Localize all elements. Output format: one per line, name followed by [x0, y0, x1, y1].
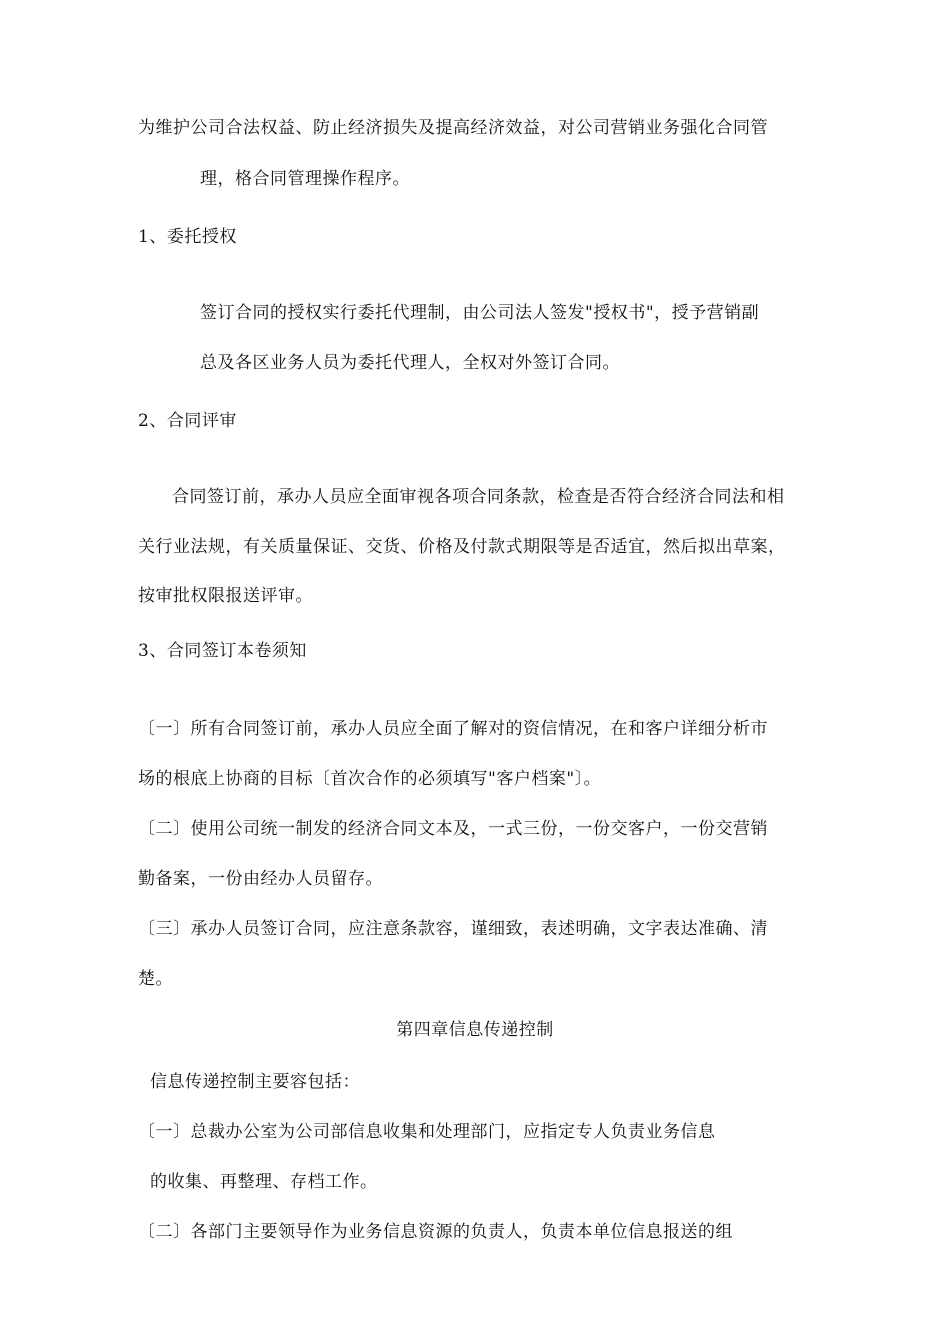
section2-line-1: 合同签订前，承办人员应全面审视各项合同条款，检查是否符合经济合同法和相 [172, 487, 785, 507]
section3-item2-line-1: 〔二〕使用公司统一制发的经济合同文本及，一式三份，一份交客户，一份交营销 [138, 819, 768, 839]
section-heading-3: 3、合同签订本卷须知 [138, 641, 307, 661]
chapter-title: 第四章信息传递控制 [396, 1020, 554, 1040]
section1-line-1: 签订合同的授权实行委托代理制，由公司法人签发"授权书"，授予营销副 [200, 303, 760, 323]
section3-item1-line-2: 场的根底上协商的目标〔首次合作的必须填写"客户档案"〕。 [138, 769, 602, 789]
chapter4-item1-line-2: 的收集、再整理、存档工作。 [150, 1172, 378, 1192]
section2-line-3: 按审批权限报送评审。 [138, 586, 313, 606]
section3-item3-line-2: 楚。 [138, 969, 173, 989]
chapter4-intro: 信息传递控制主要容包括： [150, 1072, 360, 1092]
section3-item3-line-1: 〔三〕承办人员签订合同，应注意条款容，谨细致，表述明确，文字表达准确、清 [138, 919, 768, 939]
section3-item1-line-1: 〔一〕所有合同签订前，承办人员应全面了解对的资信情况，在和客户详细分析市 [138, 719, 768, 739]
chapter4-item1-line-1: 〔一〕总裁办公室为公司部信息收集和处理部门，应指定专人负责业务信息 [138, 1122, 716, 1142]
section-heading-2: 2、合同评审 [138, 411, 237, 431]
section1-line-2: 总及各区业务人员为委托代理人，全权对外签订合同。 [200, 353, 620, 373]
section3-item2-line-2: 勤备案，一份由经办人员留存。 [138, 869, 383, 889]
intro-line-1: 为维护公司合法权益、防止经济损失及提高经济效益，对公司营销业务强化合同管 [138, 118, 768, 138]
chapter4-item2-line-1: 〔二〕各部门主要领导作为业务信息资源的负责人，负责本单位信息报送的组 [138, 1222, 733, 1242]
intro-line-2: 理，格合同管理操作程序。 [200, 169, 410, 189]
section2-line-2: 关行业法规，有关质量保证、交货、价格及付款式期限等是否适宜，然后拟出草案， [138, 537, 786, 557]
section-heading-1: 1、委托授权 [138, 227, 237, 247]
